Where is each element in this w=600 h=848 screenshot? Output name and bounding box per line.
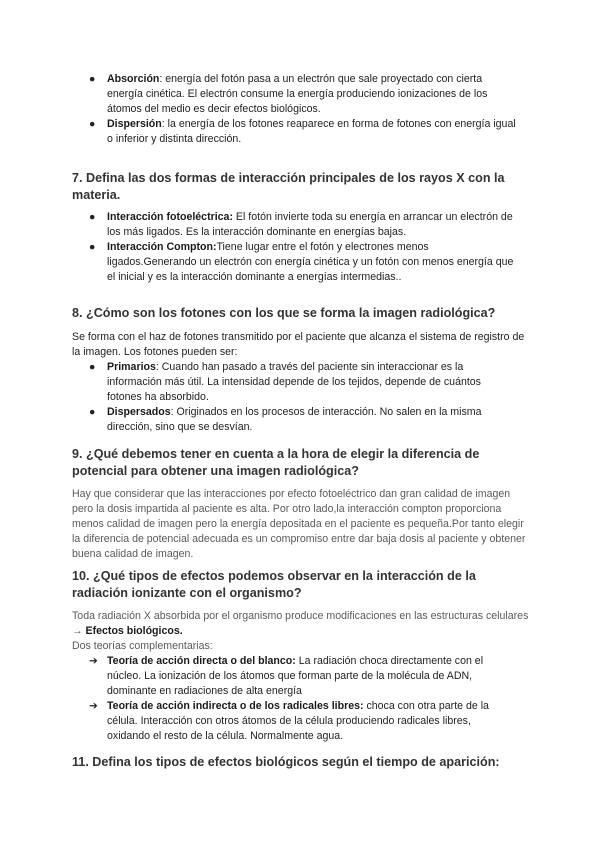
term-accion-directa: Teoría de acción directa o del blanco: bbox=[107, 655, 296, 667]
text-dispersados: : Originados en los procesos de interacción. No salen en la misma dirección, sino que se desvían. bbox=[107, 406, 482, 433]
heading-q8: 8. ¿Cómo son los fotones con los que se forma la imagen radiológica? bbox=[72, 306, 496, 320]
list-item-absorcion bbox=[72, 72, 518, 117]
text-dispersion: : la energía de los fotones reaparece en forma de fotones con energía igual o inferior y distinta dirección. bbox=[107, 118, 516, 145]
term-dispersados: Dispersados bbox=[107, 406, 171, 418]
term-dispersion: Dispersión bbox=[107, 118, 162, 130]
arrow-icon: ➔ bbox=[89, 700, 98, 712]
list-item-accion-directa bbox=[76, 654, 516, 699]
text-accion-directa: La radiación choca directamente con el núcleo. La ionización de los átomos que forman parte de la molécula de ADN, dominante en radiaciones de alta energía bbox=[107, 655, 484, 697]
list-item-dispersion bbox=[72, 117, 518, 147]
bullet-icon: ● bbox=[89, 118, 96, 130]
bullet-icon: ● bbox=[89, 73, 96, 85]
list-item-primarios bbox=[72, 360, 518, 405]
q8-list bbox=[72, 360, 518, 435]
bullet-icon: ● bbox=[89, 211, 96, 223]
bullet-icon: ● bbox=[89, 406, 96, 418]
heading-q7: 7. Defina las dos formas de interacción principales de los rayos X con la materia. bbox=[72, 171, 505, 202]
q8-intro: Se forma con el haz de fotones transmitido por el paciente que alcanza el sistema de registro de la imagen. Los fotones pueden ser: bbox=[72, 331, 525, 358]
heading-q11: 11. Defina los tipos de efectos biológicos según el tiempo de aparición: bbox=[72, 755, 500, 769]
list-item-fotoelectrica bbox=[72, 210, 518, 240]
text-accion-indirecta: choca con otra parte de la célula. Interacción con otros átomos de la célula produciendo radicales libres, oxidando el resto de la célula. Normalmente agua. bbox=[107, 700, 489, 742]
text-absorcion: : energía del fotón pasa a un electrón que sale proyectado con cierta energía cinética. El electrón consume la energía produciendo ionizaciones de los átomos del medio es decir efectos biológicos. bbox=[107, 73, 488, 115]
heading-q10: 10. ¿Qué tipos de efectos podemos observar en la interacción de la radiación ionizante con el organismo? bbox=[72, 569, 476, 600]
list-item-compton bbox=[72, 240, 518, 285]
term-compton: Interacción Compton: bbox=[107, 241, 217, 253]
bullet-icon: ● bbox=[89, 361, 96, 373]
list-item-dispersados bbox=[72, 405, 518, 435]
q10-intro bbox=[72, 609, 532, 654]
q10-subintro: Dos teorías complementarias: bbox=[72, 640, 213, 652]
text-compton: Tiene lugar entre el fotón y electrones menos ligados.Generando un electrón con energía cinética y un fotón con menos energía que el inicial y es la interacción dominante a energías intermedias.. bbox=[107, 241, 514, 283]
interaction-types-list bbox=[72, 72, 518, 147]
text-primarios: : Cuando han pasado a través del paciente sin interaccionar es la información más útil. La intensidad depende de los tejidos, depende de cuántos fotones ha absorbido. bbox=[107, 361, 481, 403]
arrow-icon: ➔ bbox=[89, 655, 98, 667]
term-primarios: Primarios bbox=[107, 361, 156, 373]
q10-intro-bold: Efectos biológicos. bbox=[85, 625, 183, 637]
q9-body: Hay que considerar que las interacciones por efecto fotoeléctrico dan gran calidad de imagen pero la dosis impartida al paciente es alta. Por otro lado,la interacción compton proporciona menos calidad de imagen pero la energía depositada en el paciente es pequeña.Por tanto elegir la diferencia de potencial adecuada es un compromiso entre dar baja dosis al paciente y obtener buena calidad de imagen. bbox=[72, 488, 526, 560]
list-item-accion-indirecta bbox=[76, 699, 516, 744]
q10-list bbox=[76, 654, 516, 744]
term-fotoelectrica: Interacción fotoeléctrica: bbox=[107, 211, 233, 223]
bullet-icon: ● bbox=[89, 241, 96, 253]
q7-list bbox=[72, 210, 518, 285]
text-fotoelectrica: El fotón invierte toda su energía en arrancar un electrón de los más ligados. Es la interacción dominante en energías bajas. bbox=[107, 211, 513, 238]
q10-intro-text: Toda radiación X absorbida por el organismo produce modificaciones en las estructuras celulares → bbox=[72, 610, 529, 637]
heading-q9: 9. ¿Qué debemos tener en cuenta a la hora de elegir la diferencia de potencial para obtener una imagen radiológica? bbox=[72, 447, 480, 478]
term-absorcion: Absorción bbox=[107, 73, 160, 85]
term-accion-indirecta: Teoría de acción indirecta o de los radicales libres: bbox=[107, 700, 364, 712]
